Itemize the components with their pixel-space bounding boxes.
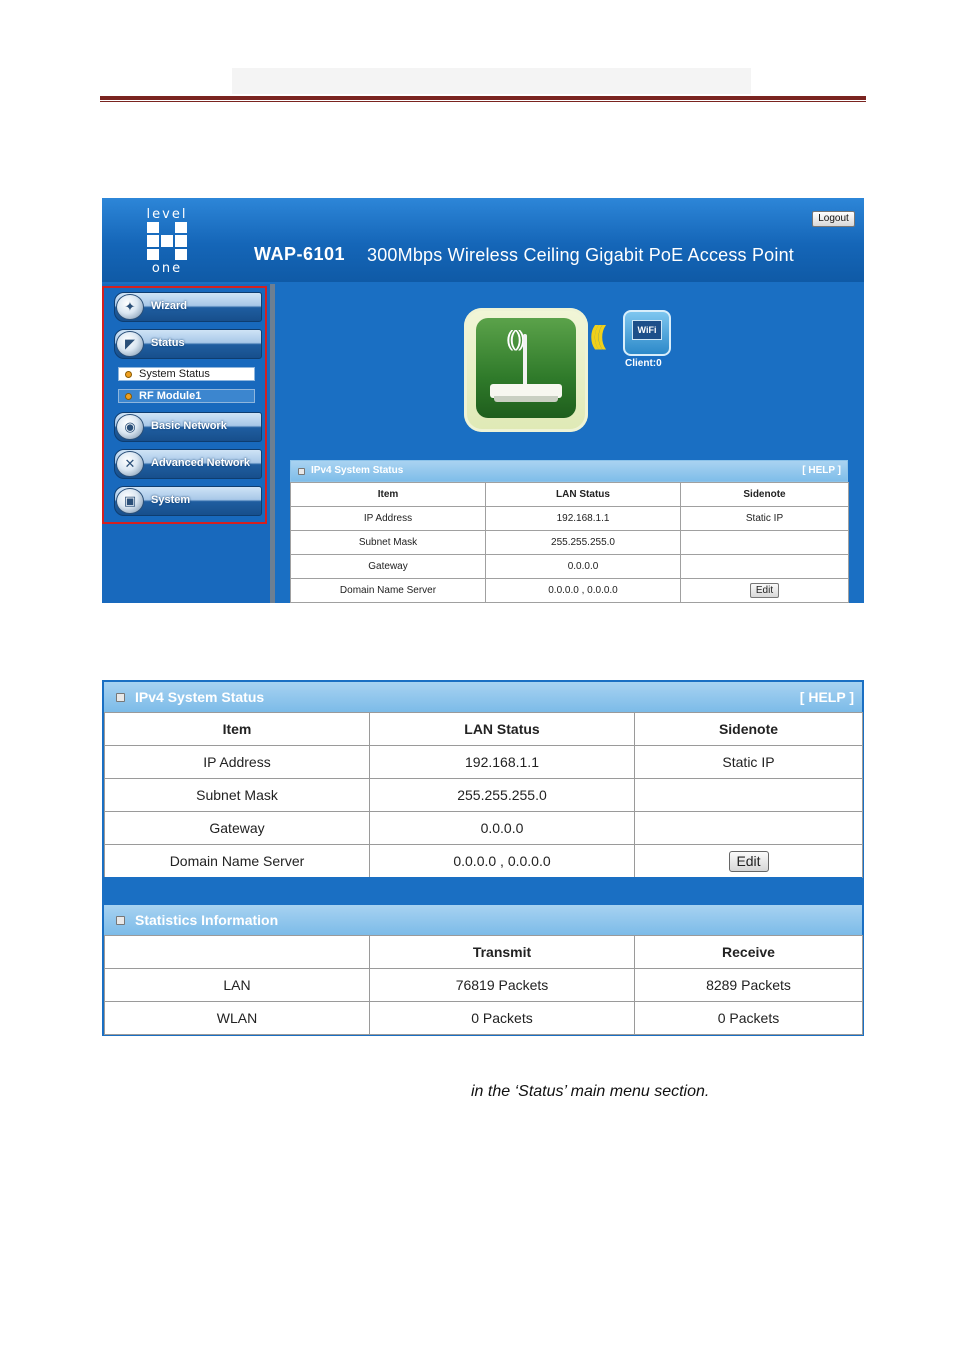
wifi-client-icon[interactable]	[623, 310, 671, 356]
document-header-box	[232, 68, 751, 94]
ipv4-status-panel-small	[290, 460, 848, 603]
document-header-rule	[100, 96, 866, 100]
highlight-frame	[102, 286, 267, 524]
table-cell: Domain Name Server	[105, 845, 370, 878]
column-header: Item	[105, 713, 370, 746]
table-row	[105, 1002, 863, 1035]
wifi-label: WiFi	[632, 320, 662, 340]
help-link[interactable]: [ HELP ]	[799, 689, 854, 705]
access-point-image	[464, 308, 588, 432]
table-cell: Static IP	[681, 507, 849, 531]
column-header: Sidenote	[681, 483, 849, 507]
table-cell	[681, 531, 849, 555]
help-link[interactable]: [ HELP ]	[802, 465, 841, 476]
column-header: LAN Status	[370, 713, 635, 746]
figure-caption: in the ‘Status’ main menu section.	[471, 1083, 710, 1100]
tools-icon: ✕	[116, 451, 144, 477]
statistics-panel-header	[104, 905, 862, 935]
panel-bullet-icon	[116, 916, 125, 925]
router-icon	[476, 318, 576, 418]
banner	[102, 198, 864, 282]
table-cell: IP Address	[291, 507, 486, 531]
table-row	[105, 969, 863, 1002]
table-cell: 0.0.0.0 , 0.0.0.0	[370, 845, 635, 878]
table-cell: 0 Packets	[370, 1002, 635, 1035]
table-cell: 0.0.0.0 , 0.0.0.0	[486, 579, 681, 603]
table-cell	[681, 579, 849, 603]
column-header: Item	[291, 483, 486, 507]
ipv4-table-small	[290, 482, 849, 603]
table-cell: 0.0.0.0	[370, 812, 635, 845]
table-row	[105, 746, 863, 779]
panel-title: IPv4 System Status	[311, 465, 404, 476]
globe-icon: ◉	[116, 414, 144, 440]
monitor-icon: ▣	[116, 488, 144, 514]
menu-label: Wizard	[151, 300, 187, 312]
table-row	[105, 779, 863, 812]
menu-label: Basic Network	[151, 420, 227, 432]
column-header: Sidenote	[635, 713, 863, 746]
statistics-table	[104, 935, 863, 1035]
logo-text-bottom: one	[151, 261, 183, 276]
table-cell	[681, 555, 849, 579]
wizard-wand-icon: ✦	[116, 294, 144, 320]
ipv4-panel-header	[104, 682, 862, 712]
table-row	[105, 812, 863, 845]
table-cell: 8289 Packets	[635, 969, 863, 1002]
table-row	[291, 579, 849, 603]
table-cell	[635, 779, 863, 812]
table-cell	[635, 845, 863, 878]
table-cell: Subnet Mask	[291, 531, 486, 555]
table-header-row	[291, 483, 849, 507]
menu-label: Status	[151, 337, 185, 349]
logout-button[interactable]: Logout	[812, 211, 855, 227]
table-cell: LAN	[105, 969, 370, 1002]
table-cell: 255.255.255.0	[486, 531, 681, 555]
model-name: WAP-6101	[254, 244, 346, 264]
table-cell: WLAN	[105, 1002, 370, 1035]
column-header: Receive	[635, 936, 863, 969]
column-header: LAN Status	[486, 483, 681, 507]
table-cell: 0.0.0.0	[486, 555, 681, 579]
panel-header	[290, 460, 848, 482]
panel-separator	[104, 877, 862, 905]
web-ui-screenshot	[102, 198, 864, 603]
menu-label: System	[151, 494, 191, 506]
table-header-row	[105, 936, 863, 969]
table-cell: Gateway	[105, 812, 370, 845]
table-cell: 255.255.255.0	[370, 779, 635, 812]
ipv4-status-table	[104, 712, 863, 878]
table-cell: Domain Name Server	[291, 579, 486, 603]
table-cell: Static IP	[635, 746, 863, 779]
logo-mark	[147, 222, 187, 260]
column-header: Transmit	[370, 936, 635, 969]
signal-waves-icon: (( ))	[506, 326, 522, 351]
model-description: 300Mbps Wireless Ceiling Gigabit PoE Access Point	[367, 245, 794, 265]
panel-title: IPv4 System Status	[135, 689, 265, 705]
table-cell: 0 Packets	[635, 1002, 863, 1035]
menu-label: Advanced Network	[151, 457, 251, 469]
table-cell: Gateway	[291, 555, 486, 579]
table-row	[291, 531, 849, 555]
panel-bullet-icon	[116, 693, 125, 702]
status-chart-icon: ◤	[116, 331, 144, 357]
document-header-rule-thin	[100, 101, 866, 102]
sidebar-divider	[270, 284, 275, 603]
table-row	[105, 845, 863, 878]
table-header-row	[105, 713, 863, 746]
table-cell: 192.168.1.1	[370, 746, 635, 779]
status-panels-screenshot	[102, 680, 864, 1036]
table-cell: 192.168.1.1	[486, 507, 681, 531]
column-header	[105, 936, 370, 969]
panel-bullet-icon	[298, 468, 305, 475]
antenna	[523, 334, 527, 386]
router-base	[494, 396, 558, 402]
panel-title: Statistics Information	[135, 912, 279, 928]
dns-edit-button[interactable]: Edit	[750, 583, 779, 598]
logo-text-top: level	[146, 207, 188, 222]
table-row	[291, 507, 849, 531]
wireless-signal-icon: (((	[590, 320, 601, 350]
dns-edit-button[interactable]: Edit	[729, 851, 769, 872]
table-cell: Subnet Mask	[105, 779, 370, 812]
table-cell	[635, 812, 863, 845]
table-cell: 76819 Packets	[370, 969, 635, 1002]
client-count: Client:0	[625, 358, 662, 369]
levelone-logo	[144, 208, 190, 274]
table-row	[291, 555, 849, 579]
table-cell: IP Address	[105, 746, 370, 779]
submenu-label: System Status	[139, 368, 210, 380]
submenu-label: RF Module1	[139, 390, 202, 402]
